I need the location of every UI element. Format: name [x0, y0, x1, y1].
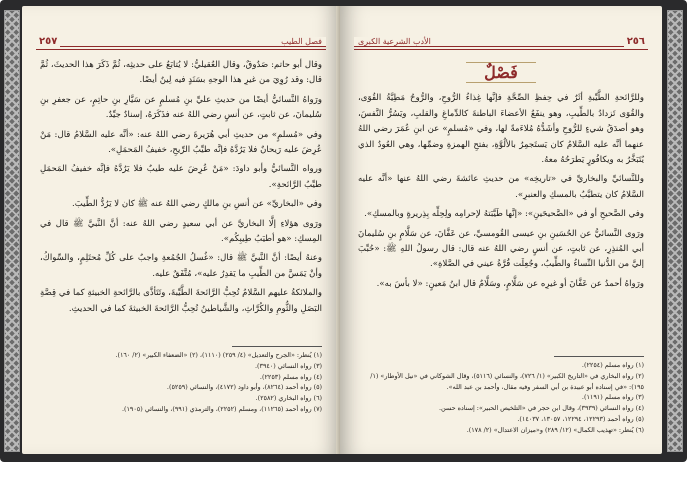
footnote: (٥) رواه أحمد (٨٢٦٤)، وأبو داود (٤١٧٢)، والنسائي (٥٢٥٩). — [166, 383, 322, 392]
cover-pattern-right — [667, 10, 683, 452]
footnote: (٣) رواه النسائي (٣٩٤٠). — [255, 361, 322, 370]
running-title: الأدب الشرعية الكبرى — [354, 37, 435, 46]
page-number: ٢٥٦ — [624, 36, 648, 47]
right-footnotes — [358, 352, 644, 436]
paragraph: وفي «مُسلمٍ» من حديثِ أبي هُرَيرةَ رضي اللهُ عنه: «أنَّه عليه السَّلامُ قال: مَنْ عُرِضَ عليه رَيحانٌ فلا يَرُدَّهُ فإنَّه طيِّبُ الرِّيحِ، خفيفُ المَحمَلِ». — [40, 129, 322, 156]
page-number: ٢٥٧ — [36, 36, 60, 47]
footnote: (٧) رواه أحمد (١١٢٦٥)، ومسلم (٢٢٥٢)، والترمذي (٩٩١)، والنسائي (١٩٠٥). — [121, 404, 322, 413]
paragraph: وللنَّسائيِّ والبخاريِّ في «تاريخِه» من حديثِ عائشةَ رضي اللهُ عنها «أنَّه عليه السَّلامُ كان يتطيَّبُ بالمسكِ والعنبرِ». — [358, 174, 644, 200]
footnote: (١) رواه مسلم (٢٢٥٤). — [581, 361, 644, 369]
paragraph: وفي «البخاريِّ» عن أنسِ بنِ مالكٍ رضي اللهُ عنه ﷺ كان لا يَرُدُّ الطِّيبَ. — [72, 199, 322, 210]
footnote: (٣) رواه مسلم (١١٩١). — [581, 393, 644, 402]
footnote-rule — [232, 346, 322, 347]
right-page-body — [358, 58, 644, 296]
footnote: (٦) رواه البخاري (٢٥٨٢). — [255, 394, 322, 403]
section-title — [358, 62, 644, 83]
paragraph: وقال أبو حاتم: صَدُوقٌ، وقال العُقيليُّ: لا يُتابَعُ على حديثِه، ثُمَّ ذَكَرَ هذا الحديثَ، ثُمَّ قال: وقد رُوِيَ من غيرِ هذا الوجهِ بسَنَدٍ فيه لِينٌ أيضًا. — [40, 60, 322, 86]
right-page-header — [354, 30, 648, 52]
paragraph: ورَوى هؤلاءِ إلَّا البخاريَّ عن أبي سعيدٍ رضي اللهُ عنه: أنَّ النَّبيَّ ﷺ قال في المِسكِ: «هو أطيَبُ طِيبِكُم». — [40, 218, 322, 245]
paragraph: ورواه النَّسائيُّ وأبو داودَ: «مَنْ عُرِضَ عليه طيبٌ فلا يَرُدَّهُ فإنَّه خفيفُ المَحمَلِ طيِّبُ الرَّائحةِ». — [40, 164, 322, 190]
footnote: (٤) رواه النسائي (٣٩٣٩)، وقال ابن حجر في «التلخيص الحبير»: إسناده حسن. — [439, 404, 644, 413]
footnote: (١) يُنظر: «الجرح والتعديل» (٤/ ٢٥٩) (١١١٠)، (٢) «الضعفاء الكبير» (٢/ ١٦٠). — [115, 351, 322, 359]
running-title: فصل الطيب — [277, 37, 326, 46]
left-page — [22, 6, 340, 454]
left-page-header — [36, 30, 326, 52]
paragraph: وعنهُ أيضًا: أنَّ النَّبيَّ ﷺ قال: «غُسلُ الجُمُعةِ واجبٌ على كُلِّ مُحتَلِمٍ، والسِّواكُ، وأنْ يَمَسَّ من الطِّيبِ ما يَقدِرُ عليه»، مُتَّفَقٌ عليه. — [40, 253, 322, 279]
paragraph: ورَوى النَّسائيُّ عن الحُسَينِ بنِ عيسى القُومسيِّ، عن عَفَّانَ، عن سَلَّامٍ بنِ سُليمانَ أبي المُنذِرِ، عن ثابتٍ، عن أنسٍ رضي اللهُ عنه قال: قال رسولُ اللهِ ﷺ: «حُبِّبَ إليَّ من الدُّنيا النِّساءُ والطِّيبُ، وجُعِلَت قُرَّةُ عيني في الصَّلاةِ». — [358, 228, 644, 270]
footnote: (٦) يُنظر: «تهذيب الكمال» (١٢/ ٢٨٩) و«ميزان الاعتدال» (٢/ ١٧٨). — [466, 425, 644, 434]
header-rule — [36, 46, 326, 50]
paragraph: وللرَّائحةِ الطَّيِّبةِ أثَرٌ في حِفظِ الصِّحَّةِ فإنَّها غِذاءُ الرُّوحِ، والرُّوحُ مَطِيَّةُ القُوَى، والقُوَى تَزدادُ بالطِّيبِ، وهو ينفَعُ الأعضاءَ الباطنةَ كالدِّماغِ والقلبِ، ويَسُرُّ النَّفسَ، وهو أصدَقُ شيءٍ للرُّوحِ وأشَدُّهُ مُلاءَمةً لها، وفي «مُسلمٍ» عن ابنِ عُمَرَ رضي اللهُ عنهما أنَّه عليه السَّلامُ كان يَستَجمِرُ بالألُوَّةِ، بفتحِ الهمزةِ وضمِّها، وهي العُودُ الذي يُتَبَخَّرُ به ويكافُورٍ يَطرَحُهُ معهُ. — [358, 93, 644, 166]
header-rule — [354, 46, 648, 50]
paragraph: ورَواهُ أحمدُ عن عَفَّانَ أو غيرِه عن سَلَّامٍ، وسَلَّامٌ قال ابنُ مَعينٍ: «لا بأسَ به». — [376, 278, 644, 289]
paragraph: وفي الصَّحيحِ أو في «الصَّحيحَينِ»: «إنَّها طَيَّبَتهُ لإحرامِه ولِحِلِّه بِذِريرةٍ وبالمسكِ». — [364, 209, 644, 220]
paragraph: والملائكةُ عليهم السَّلامُ تُحِبُّ الرَّائحةَ الطَّيِّبةَ، وتَتَأذَّى بالرَّائحةِ الخبيثةِ كما في قِصَّةِ البَصَلِ والثُّومِ والكُرَّاثِ، والشَّياطينُ تُحِبُّ الرَّائحةَ الخبيثةَ كما في الحديثِ. — [40, 288, 322, 314]
section-title-text: فَصْلٌ — [466, 62, 536, 83]
paragraph: ورَواهُ النَّسائيُّ أيضًا من حديثِ عليِّ بنِ مُسلمٍ عن سَيَّارِ بنِ حاتِمٍ، عن جعفرِ بنِ سُليمانَ، عن ثابتٍ، عن أنسٍ رضي اللهُ عنه فذَكَرَهُ، إسنادٌ جيِّدٌ. — [40, 94, 322, 121]
footnote-rule — [554, 356, 644, 357]
footnote: (٤) رواه مسلم (٢٢٥٣). — [259, 372, 322, 381]
left-footnotes — [40, 342, 322, 415]
footnote: (٥) رواه أحمد (١٢٢٩٣، ١٢٢٩٤، ١٣٠٥٧، ١٤٠٣٧). — [517, 414, 644, 423]
left-page-body — [40, 58, 322, 321]
footnote: (٢) رواه البخاري في «التاريخ الكبير» (١/ ٧٢٦)، والنسائي (٥١١٦)، وقال الشوكاني في «نيل الأوطار» (١/ ١٩٥): «في إسناده أبو عبيدة بن أبي السفر وفيه مقال، وأحمد بن عبد الله». — [370, 371, 644, 391]
right-page — [340, 6, 662, 454]
cover-pattern-left — [4, 10, 20, 452]
